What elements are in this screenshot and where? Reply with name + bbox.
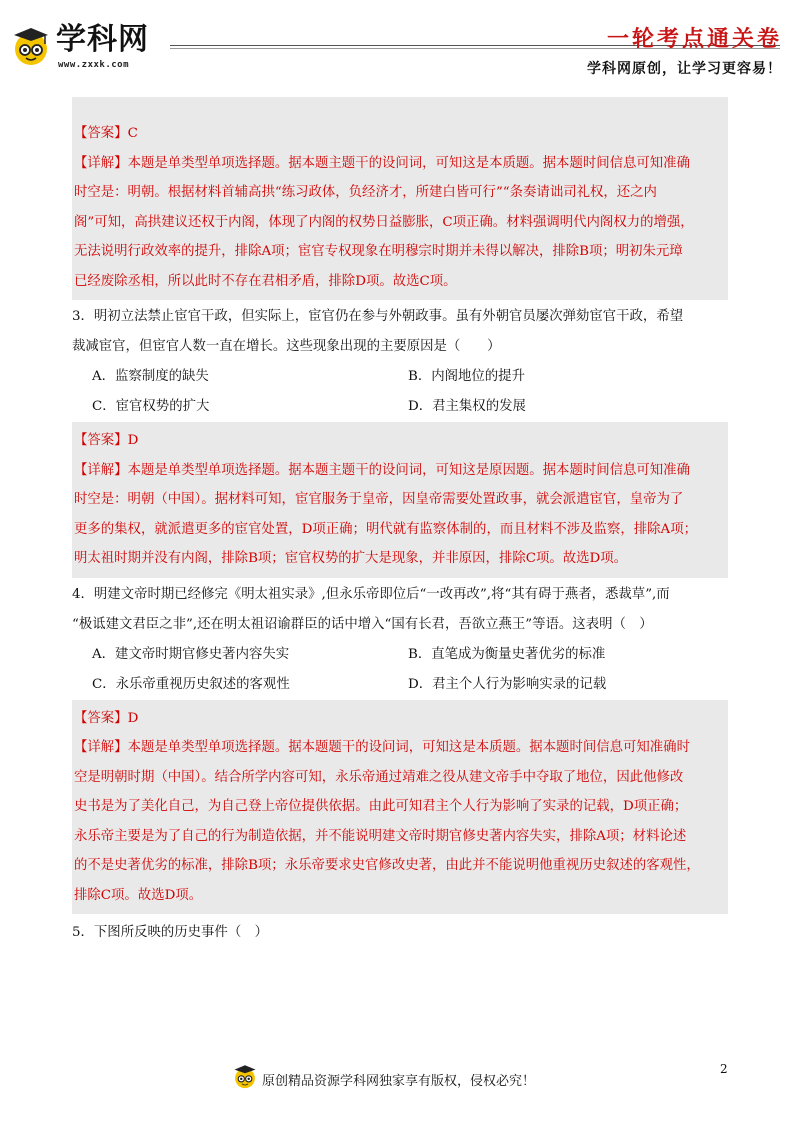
q3-option-a: A．监察制度的缺失 <box>92 369 209 384</box>
q2-detail-line: 已经废除丞相，所以此时不存在君相矛盾，排除D项。故选C项。 <box>74 273 457 289</box>
q2-answer-block <box>72 97 728 300</box>
q3-stem-line: 3．明初立法禁止宦官干政，但实际上，宦官仍在参与外朝政事。虽有外朝官员屡次弹劾宦官干政，希望 <box>72 309 684 324</box>
answer-label: 【答案】 <box>74 710 128 726</box>
answer-value: D <box>127 710 139 726</box>
mascot-icon <box>10 26 52 68</box>
q3-stem-line: 裁减宦官，但宦官人数一直在增长。这些现象出现的主要原因是（ ） <box>72 339 501 354</box>
q4-options <box>72 640 728 700</box>
logo-url: www.zxxk.com <box>58 60 130 70</box>
detail-text: 本题是单类型单项选择题。据本题主题干的设问词，可知这是原因题。据本题时间信息可知准确 <box>127 462 690 478</box>
logo-text: 学科网 <box>56 22 149 57</box>
q4-detail-line: 空是明朝时期（中国）。结合所学内容可知，永乐帝通过靖难之役从建文帝手中夺取了地位，因此他修改 <box>74 769 684 785</box>
q3-detail-line: 时空是：明朝（中国）。据材料可知，宦官服务于皇帝，因皇帝需要处置政事，就会派遣宦官，皇帝为了 <box>74 492 684 507</box>
q4-detail-line: 排除C项。故选D项。 <box>74 887 203 903</box>
q2-answer-line <box>74 119 724 149</box>
q4-detail-line: 的不是史著优劣的标准，排除B项；永乐帝要求史官修改史著，由此并不能说明他重视历史叙述的客观性， <box>74 858 700 873</box>
detail-text: 本题是单类型单项选择题。据本题主题干的设问词，可知这是本质题。据本题时间信息可知准确 <box>127 155 690 171</box>
q3-option-c: C．宦官权势的扩大 <box>92 399 210 414</box>
answer-value: C <box>127 126 138 141</box>
page-number: 2 <box>720 1062 728 1076</box>
page-header <box>0 0 800 90</box>
q3-answer-block <box>72 422 728 578</box>
q4-stem-line: 4．明建文帝时期已经修完《明太祖实录》,但永乐帝即位后“一改再改”,将“其有碍于燕者，悉裁草”,而 <box>72 586 670 602</box>
q4-option-c: C．永乐帝重视历史叙述的客观性 <box>92 676 290 692</box>
q4-option-b: B．直笔成为衡量史著优劣的标准 <box>408 646 606 662</box>
q3-detail-line: 更多的集权，就派遣更多的宦官处置，D项正确；明代就有监察体制的，而且材料不涉及监察，排除A项； <box>74 521 697 537</box>
answer-value: D <box>127 433 139 448</box>
q5-stem: 5．下图所反映的历史事件（ ） <box>72 925 268 940</box>
copyright-notice: 原创精品资源学科网独家享有版权，侵权必究！ <box>262 1074 536 1089</box>
q4-detail-line: 永乐帝主要是为了自己的行为制造依据，并不能说明建文帝时期官修史著内容失实，排除A项；材料论述 <box>74 828 687 844</box>
q3-options <box>72 362 728 422</box>
mascot-icon <box>232 1064 258 1090</box>
q2-detail-line <box>74 149 724 179</box>
q4-option-a: A．建文帝时期官修史著内容失实 <box>92 646 290 662</box>
detail-label: 【详解】 <box>74 155 128 171</box>
q3-answer-line <box>74 426 724 456</box>
q3-detail-line <box>74 456 724 486</box>
question-3 <box>72 302 728 422</box>
q3-option-d: D．君主集权的发展 <box>408 399 526 414</box>
detail-label: 【详解】 <box>74 740 128 755</box>
slogan: 学科网原创，让学习更容易！ <box>587 61 782 77</box>
q4-answer-block <box>72 700 728 915</box>
q3-detail-line: 明太祖时期并没有内阁，排除B项；宦官权势的扩大是现象，并非原因，排除C项。故选D项。 <box>74 551 628 566</box>
series-title: 一轮考点通关卷 <box>606 26 782 52</box>
answer-label: 【答案】 <box>74 126 128 141</box>
answer-label: 【答案】 <box>74 433 128 448</box>
page-footer <box>0 1060 800 1100</box>
question-4 <box>72 580 728 700</box>
q2-detail-line: 无法说明行政效率的提升，排除A项；宦官专权现象在明穆宗时期并未得以解决，排除B项；明初朱元璋 <box>74 244 683 259</box>
q2-detail-line: 阁”可知，高拱建议还权于内阁，体现了内阁的权势日益膨胀，C项正确。材料强调明代内阁权力的增强， <box>74 214 694 230</box>
q4-stem-line: “极诋建文君臣之非”,还在明太祖诏谕群臣的话中增入“国有长君，吾欲立燕王”等语。这表明（ ） <box>72 616 653 632</box>
q3-option-b: B．内阁地位的提升 <box>408 369 525 384</box>
detail-label: 【详解】 <box>74 462 128 478</box>
q4-answer-line <box>74 704 724 734</box>
logo <box>10 20 170 76</box>
q4-option-d: D．君主个人行为影响实录的记载 <box>408 676 607 692</box>
q4-detail-line <box>74 733 724 763</box>
q4-detail-line: 史书是为了美化自己，为自己登上帝位提供依据。由此可知君主个人行为影响了实录的记载，D项正确； <box>74 799 688 814</box>
q2-detail-line: 时空是：明朝。根据材料首辅高拱“练习政体，负经济才，所建白皆可行”“条奏请诎司礼权，还之内 <box>74 185 657 200</box>
document-body <box>72 97 728 948</box>
detail-text: 本题是单类型单项选择题。据本题题干的设问词，可知这是本质题。据本题时间信息可知准确时 <box>127 740 690 755</box>
